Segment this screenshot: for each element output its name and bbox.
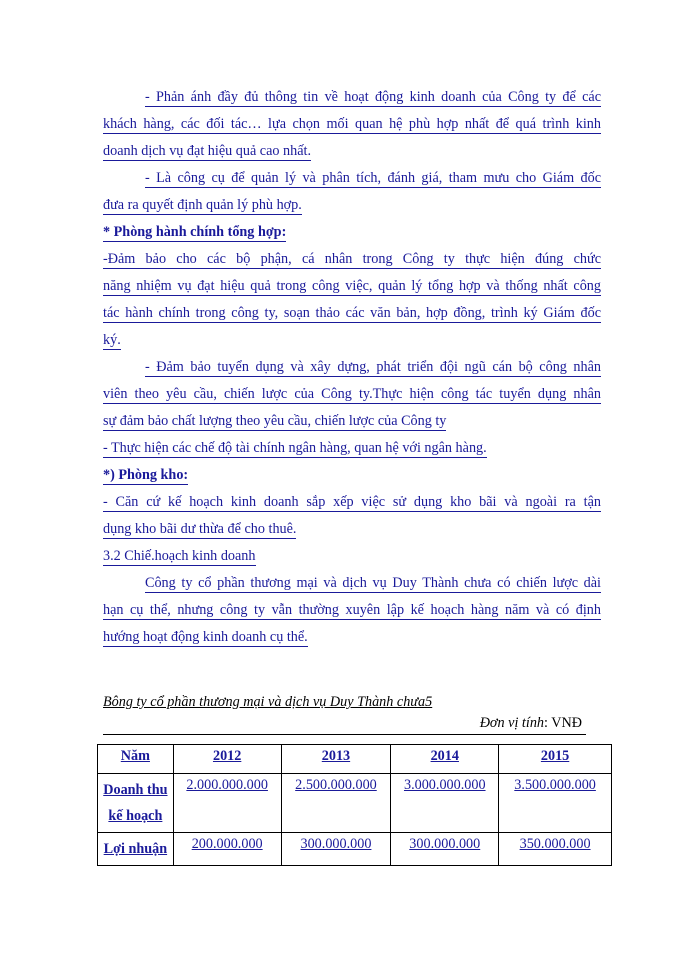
paragraph-line: - Phản ánh đầy đủ thông tin về hoạt động kinh doanh của Công ty để các — [145, 89, 601, 105]
section-heading-kho: *) Phòng kho: — [103, 467, 189, 483]
unit-value: : VNĐ — [544, 715, 582, 731]
row-label: Doanh thu kế hoạch — [98, 774, 174, 833]
table-cell: 2.000.000.000 — [173, 774, 281, 833]
paragraph-line: dụng kho bãi dư thừa để cho thuê. — [103, 521, 297, 537]
paragraph-line: - Thực hiện các chế độ tài chính ngân hàng, quan hệ với ngân hàng. — [103, 440, 487, 456]
paragraph-line: tác hành chính trong công ty, soạn thảo các văn bản, hợp đồng, trình ký Giám đốc — [103, 305, 601, 321]
table-row — [98, 833, 612, 866]
paragraph-line: - Căn cứ kế hoạch kinh doanh sắp xếp việc sử dụng kho bãi và ngoài ra tận — [103, 494, 601, 510]
table-cell: 3.000.000.000 — [391, 774, 499, 833]
header-cell: 2014 — [391, 745, 499, 774]
paragraph-line: Công ty cổ phần thương mại và dịch vụ Duy Thành chưa có chiến lược dài — [145, 575, 601, 591]
table-header-row — [98, 745, 612, 774]
header-cell: 2013 — [281, 745, 391, 774]
section-heading-3-2: 3.2 Chiế.hoạch kinh doanh — [103, 548, 256, 564]
table-caption-block — [103, 692, 586, 735]
paragraph-line: - Đảm bảo tuyển dụng và xây dựng, phát triển đội ngũ cán bộ công nhân — [145, 359, 601, 375]
unit-line — [103, 712, 586, 735]
paragraph-line: - Là công cụ để quản lý và phân tích, đánh giá, tham mưu cho Giám đốc — [145, 170, 601, 186]
header-cell: 2012 — [173, 745, 281, 774]
plan-table — [97, 744, 612, 866]
table-cell: 200.000.000 — [173, 833, 281, 866]
table-cell: 2.500.000.000 — [281, 774, 391, 833]
unit-label: Đơn vị tính — [479, 715, 545, 731]
header-cell: 2015 — [499, 745, 612, 774]
paragraph-line: -Đảm bảo cho các bộ phận, cá nhân trong Công ty thực hiện đúng chức — [103, 251, 601, 267]
row-label: Lợi nhuận — [98, 833, 174, 866]
paragraph-line: hạn cụ thể, nhưng công ty vẫn thường xuyên lập kế hoạch hàng năm và có định — [103, 602, 601, 618]
paragraph-line: đưa ra quyết định quản lý phù hợp. — [103, 197, 302, 213]
paragraph-line: doanh dịch vụ đạt hiệu quả cao nhất. — [103, 143, 312, 159]
table-cell: 3.500.000.000 — [499, 774, 612, 833]
section-heading-hanh-chinh: * Phòng hành chính tổng hợp: — [103, 224, 287, 240]
table-cell: 300.000.000 — [391, 833, 499, 866]
header-cell: Năm — [98, 745, 174, 774]
paragraph-line: hướng hoạt động kinh doanh cụ thể. — [103, 629, 308, 645]
paragraph-line: năng nhiệm vụ đạt hiệu quả trong công việc, quản lý tổng hợp và thống nhất công — [103, 278, 601, 294]
table-cell: 350.000.000 — [499, 833, 612, 866]
table-caption: Bông ty cổ phần thương mại và dịch vụ Duy Thành chưa5 — [103, 694, 433, 710]
paragraph-line: ký. — [103, 332, 121, 348]
document-body — [103, 84, 601, 651]
table-row — [98, 774, 612, 833]
paragraph-line: khách hàng, các đối tác… lựa chọn mối quan hệ phù hợp nhất để quá trình kinh — [103, 116, 601, 132]
paragraph-line: sự đảm bảo chất lượng theo yêu cầu, chiến lược của Công ty — [103, 413, 447, 429]
table-cell: 300.000.000 — [281, 833, 391, 866]
paragraph-line: viên theo yêu cầu, chiến lược của Công ty.Thực hiện công tác tuyển dụng nhân — [103, 386, 601, 402]
